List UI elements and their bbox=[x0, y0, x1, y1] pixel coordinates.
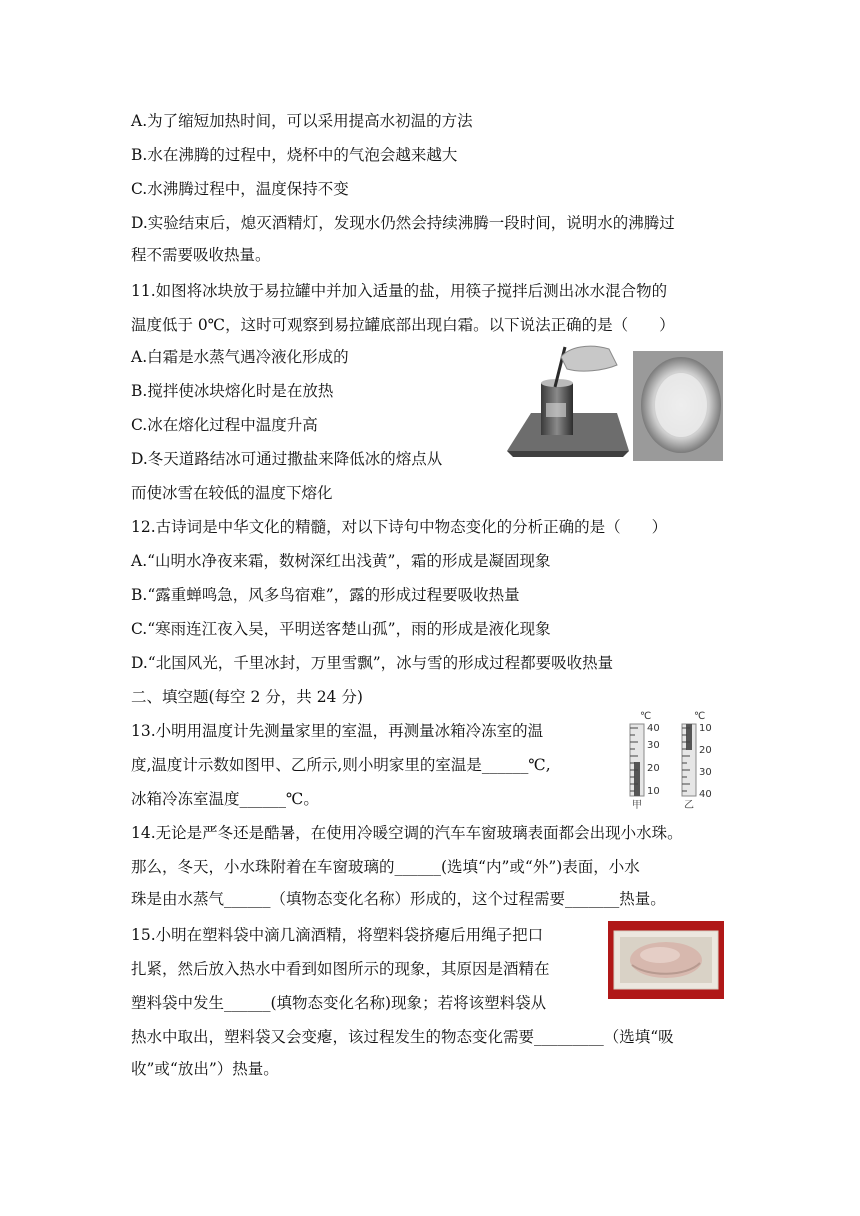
section-title: 二、填空题(每空 2 分，共 24 分) bbox=[131, 688, 363, 706]
yi-tick-2: 20 bbox=[699, 745, 712, 756]
jia-tick-4: 10 bbox=[647, 786, 660, 797]
thermometer-yi bbox=[682, 711, 712, 811]
q10-option-b: B.水在沸腾的过程中，烧杯中的气泡会越来越大 bbox=[131, 146, 458, 164]
q11-option-d-cont: 而使冰雪在较低的温度下熔化 bbox=[131, 484, 333, 502]
q11-option-b: B.搅拌使冰块熔化时是在放热 bbox=[131, 382, 334, 400]
q10-option-d: D.实验结束后，熄灭酒精灯，发现水仍然会持续沸腾一段时间，说明水的沸腾过 bbox=[131, 214, 675, 232]
q15-line2: 扎紧，然后放入热水中看到如图所示的现象，其原因是酒精在 bbox=[131, 960, 550, 978]
yi-tick-3: 30 bbox=[699, 767, 712, 778]
q10-option-d-cont: 程不需要吸收热量。 bbox=[131, 246, 271, 264]
jia-tick-1: 40 bbox=[647, 723, 660, 734]
q10-option-a: A.为了缩短加热时间，可以采用提高水初温的方法 bbox=[131, 112, 473, 130]
q11-option-c: C.冰在熔化过程中温度升高 bbox=[131, 416, 318, 434]
thermometer-jia-unit: ℃ bbox=[640, 711, 652, 722]
jia-tick-3: 20 bbox=[647, 763, 660, 774]
q11-stem-line1: 11.如图将冰块放于易拉罐中并加入适量的盐，用筷子搅拌后测出冰水混合物的 bbox=[131, 282, 668, 300]
yi-tick-1: 10 bbox=[699, 723, 712, 734]
thermometer-yi-unit: ℃ bbox=[694, 711, 706, 722]
thermometer-jia-label: 甲 bbox=[632, 800, 642, 811]
q12-stem: 12.古诗词是中华文化的精髓，对以下诗句中物态变化的分析正确的是（ ） bbox=[131, 518, 668, 536]
q12-option-b: B.“露重蝉鸣急，风多鸟宿难”，露的形成过程要吸收热量 bbox=[131, 586, 520, 604]
q12-option-a: A.“山明水净夜来霜，数树深红出浅黄”，霜的形成是凝固现象 bbox=[131, 552, 551, 570]
q13-thermometer-figure bbox=[620, 708, 726, 812]
thermometer-yi-label: 乙 bbox=[684, 800, 694, 811]
q11-can-photo bbox=[505, 343, 725, 463]
q12-option-d: D.“北国风光，千里冰封，万里雪飘”，冰与雪的形成过程都要吸收热量 bbox=[131, 654, 614, 672]
q14-line1: 14.无论是严冬还是酷暑，在使用冷暖空调的汽车车窗玻璃表面都会出现小水珠。 bbox=[131, 824, 683, 842]
q15-line3: 塑料袋中发生______(填物态变化名称)现象；若将该塑料袋从 bbox=[131, 994, 547, 1012]
q15-line4: 热水中取出，塑料袋又会变瘪，该过程发生的物态变化需要_________（选填“吸 bbox=[131, 1028, 674, 1046]
thermometer-jia bbox=[630, 711, 660, 811]
q12-option-c: C.“寒雨连江夜入吴，平明送客楚山孤”，雨的形成是液化现象 bbox=[131, 620, 551, 638]
jia-tick-2: 30 bbox=[647, 740, 660, 751]
q13-line3: 冰箱冷冻室温度______℃。 bbox=[131, 790, 319, 808]
q15-line1: 15.小明在塑料袋中滴几滴酒精，将塑料袋挤瘪后用绳子把口 bbox=[131, 926, 544, 944]
q15-plastic-bag-photo bbox=[608, 921, 724, 999]
q14-line3: 珠是由水蒸气______（填物态变化名称）形成的，这个过程需要_______热量。 bbox=[131, 890, 666, 908]
q11-stem-line2: 温度低于 0℃，这时可观察到易拉罐底部出现白霜。以下说法正确的是（ ） bbox=[131, 316, 675, 334]
q14-line2: 那么，冬天，小水珠附着在车窗玻璃的______(选填“内”或“外”)表面，小水 bbox=[131, 858, 640, 876]
q11-option-d: D.冬天道路结冰可通过撒盐来降低冰的熔点从 bbox=[131, 450, 443, 468]
q13-line2: 度,温度计示数如图甲、乙所示,则小明家里的室温是______℃, bbox=[131, 756, 551, 774]
q10-option-c: C.水沸腾过程中，温度保持不变 bbox=[131, 180, 349, 198]
q11-option-a: A.白霜是水蒸气遇冷液化形成的 bbox=[131, 348, 349, 366]
q15-line5: 收”或“放出”）热量。 bbox=[131, 1060, 279, 1078]
q13-line1: 13.小明用温度计先测量家里的室温，再测量冰箱冷冻室的温 bbox=[131, 722, 544, 740]
yi-tick-4: 40 bbox=[699, 789, 712, 800]
